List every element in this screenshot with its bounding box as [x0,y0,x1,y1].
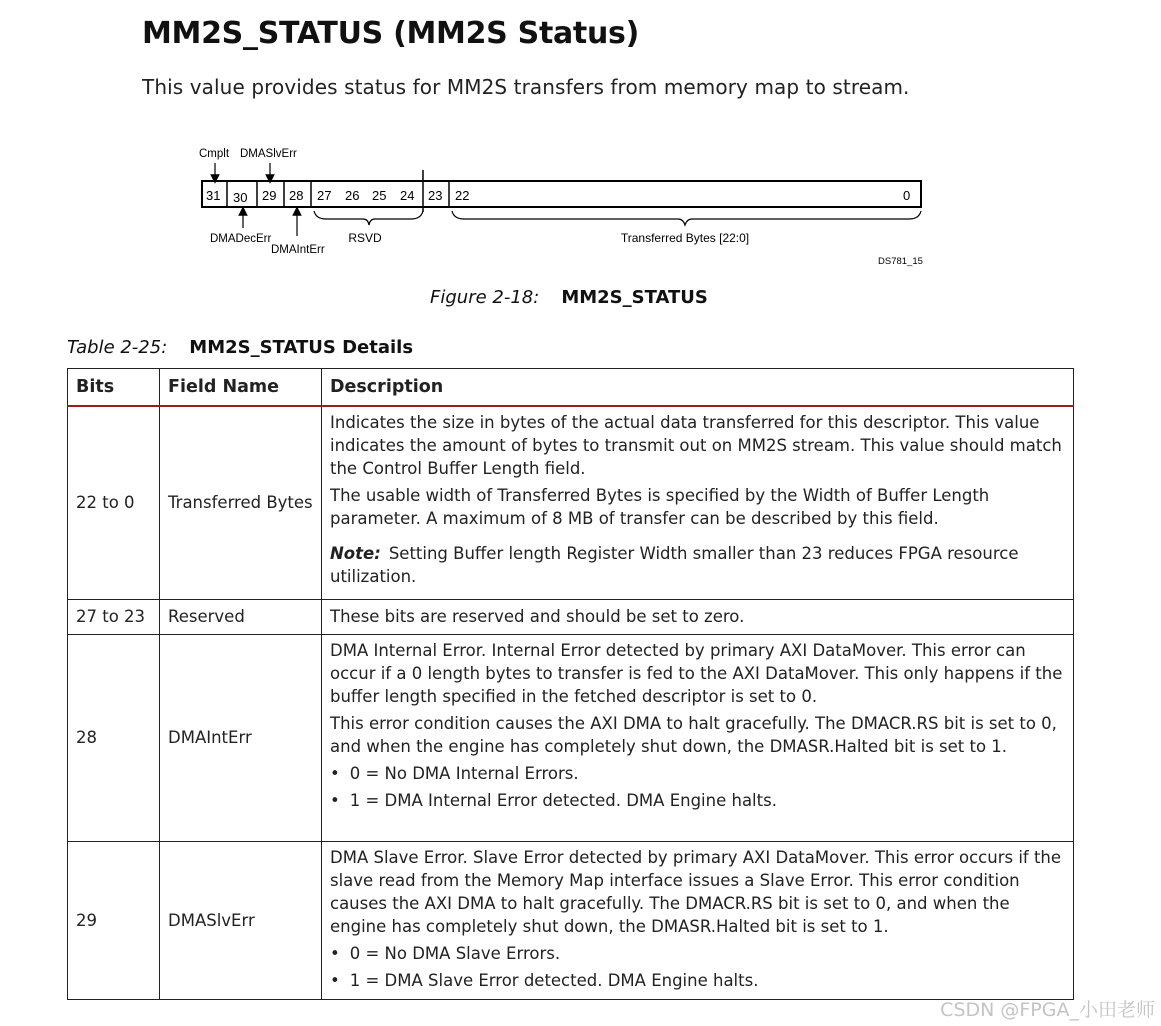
bits-cell: 28 [68,634,160,841]
rsvd-brace [314,211,423,225]
figure-caption-label: Figure 2-18: [430,287,540,308]
section-heading: MM2S_STATUS (MM2S Status) [142,16,639,51]
header-field-name: Field Name [160,369,322,407]
description-cell [322,406,1074,599]
field-name-cell: DMASlvErr [160,841,322,999]
description-paragraph: This error condition causes the AXI DMA to halt gracefully. The DMACR.RS bit is set to 0, and when the engine has completely shut down, the DMASR.Halted bit is set to 1. [330,713,1057,756]
field-name-cell: Reserved [160,599,322,634]
note-label: Note: [330,544,381,563]
field-label-dmainterr: DMAIntErr [271,244,325,256]
bits-cell: 29 [68,841,160,999]
header-description: Description [322,369,1074,407]
bit-label: 31 [206,188,221,203]
table-row [68,406,1074,599]
description-cell [322,634,1074,841]
table-caption-title: MM2S_STATUS Details [189,337,414,358]
rsvd-label: RSVD [348,231,382,245]
bit-label: 24 [400,188,415,203]
bit-label: 22 [455,188,470,203]
list-item: • 0 = No DMA Slave Errors. [330,942,1065,965]
list-item: • 1 = DMA Internal Error detected. DMA Engine halts. [330,789,1065,812]
bit-label: 0 [903,188,911,203]
description-paragraph: The usable width of Transferred Bytes is specified by the Width of Buffer Length parameter. A maximum of 8 MB of transfer can be described by this field. [330,486,990,528]
figure-caption [430,287,708,308]
bit-label: 30 [233,190,248,205]
description-cell [322,841,1074,999]
bullet-list [330,942,1065,992]
bullet-list [330,762,1065,812]
field-name-cell: Transferred Bytes [160,406,322,599]
table-caption-label: Table 2-25: [67,337,168,358]
description-cell [322,599,1074,634]
bit-label: 28 [289,188,304,203]
field-label-cmplt: Cmplt [199,148,230,160]
note-text: Setting Buffer length Register Width smaller than 23 reduces FPGA resource utilization. [330,544,1019,586]
register-bit-diagram [195,140,935,272]
figure-caption-title: MM2S_STATUS [561,287,708,308]
details-table [67,368,1074,1000]
table-header-row [68,369,1074,407]
description-paragraph: DMA Slave Error. Slave Error detected by primary AXI DataMover. This error occurs if the slave read from the Memory Map interface issues a Slave Error. This error condition causes the AXI DMA to halt gracefully. The DMACR.RS bit is set to 0, and when the engine has completely shut down, the DMASR.Halted bit is set to 1. [330,847,1062,936]
field-label-dmadecerr: DMADecErr [210,233,272,245]
table-caption [67,337,413,358]
list-item: • 1 = DMA Slave Error detected. DMA Engine halts. [330,969,1065,992]
table-row [68,634,1074,841]
intro-text: This value provides status for MM2S transfers from memory map to stream. [142,75,910,99]
watermark: CSDN @FPGA_小田老师 [940,999,1155,1021]
list-item: • 0 = No DMA Internal Errors. [330,762,1065,785]
header-bits: Bits [68,369,160,407]
bit-label: 27 [317,188,332,203]
field-label-dmaslverr: DMASlvErr [240,148,297,160]
register-box [202,181,921,207]
transferred-label: Transferred Bytes [22:0] [620,231,750,245]
bits-cell: 22 to 0 [68,406,160,599]
table-row [68,841,1074,999]
bits-cell: 27 to 23 [68,599,160,634]
bit-label: 26 [345,188,360,203]
figure-id: DS781_15 [878,256,923,267]
description-paragraph: Indicates the size in bytes of the actual data transferred for this descriptor. This value indicates the amount of bytes to transmit out on MM2S stream. This value should match the Control Buffer Length field. [330,413,1062,478]
bit-label: 25 [372,188,387,203]
field-name-cell: DMAIntErr [160,634,322,841]
table-row [68,599,1074,634]
description-paragraph: DMA Internal Error. Internal Error detected by primary AXI DataMover. This error can occur if a 0 length bytes to transfer is fed to the AXI DataMover. This only happens if the buffer length specified in the fetched descriptor is set to 0. [330,640,1063,706]
bit-label: 29 [262,188,277,203]
transferred-brace [452,211,921,225]
description-paragraph: These bits are reserved and should be set to zero. [330,607,745,626]
bit-label: 23 [428,188,443,203]
note-paragraph [330,542,1065,588]
